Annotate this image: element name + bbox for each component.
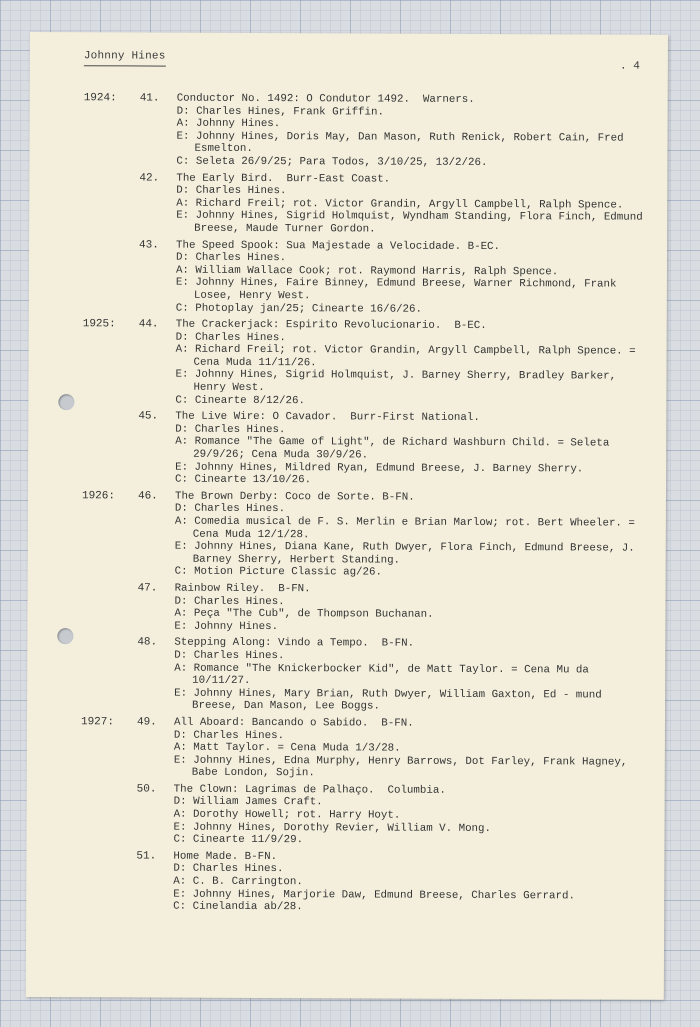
credit-line: E: Johnny Hines, Sigrid Holmquist, Wyndham Standing, Flora Finch, Edmund Breese, Maude Turner Gordon. — [176, 209, 643, 236]
filmography-list — [80, 92, 654, 919]
film-title: The Early Bird. Burr-East Coast. — [176, 172, 391, 186]
entry-year: 1927: — [80, 716, 115, 729]
credit-line: C: Cinearte 11/9/29. — [173, 833, 304, 847]
credit-line: D: Charles Hines. — [173, 729, 285, 742]
credit-line: A: Romance "The Game of Light", de Richard Washburn Child. = Seleta 29/9/26; Cena Muda 30/9/26. — [175, 436, 610, 462]
credit-line: D: Charles Hines. — [174, 649, 285, 663]
credit-line: D: Charles Hines. — [175, 423, 286, 436]
credit-line: E: Johnny Hines, Marjorie Daw, Edmund Breese, Charles Gerrard. — [173, 888, 575, 903]
entry-number: 46. — [137, 490, 158, 503]
credit-line: C: Seleta 26/9/25; Para Todos, 3/10/25, 13/2/26. — [176, 155, 488, 169]
credit-line: A: Peça "The Cub", de Thompson Buchanan. — [174, 607, 434, 621]
film-entry — [81, 637, 651, 715]
film-title: The Speed Spook: Sua Majestade a Velocidade. B-EC. — [176, 239, 501, 253]
credit-line: D: Charles Hines. — [175, 251, 287, 265]
punch-hole — [57, 628, 73, 644]
entry-year: 1926: — [81, 490, 116, 503]
entry-body — [175, 319, 652, 409]
entry-number: 50. — [136, 783, 157, 796]
credit-line: D: Charles Hines. — [175, 331, 286, 344]
entry-number: 49. — [136, 716, 157, 729]
entry-year: 1924: — [83, 92, 117, 105]
entry-body — [176, 239, 653, 317]
film-title: Stepping Along: Vindo a Tempo. B-FN. — [174, 636, 415, 651]
entry-number: 42. — [139, 172, 160, 185]
film-title: The Clown: Lagrimas de Palhaço. Columbia. — [173, 783, 446, 797]
film-entry — [83, 92, 653, 170]
entry-number: 43. — [139, 239, 159, 252]
page-number: . 4 — [620, 60, 640, 73]
film-entry — [81, 716, 651, 781]
credit-line: D: William James Craft. — [173, 796, 323, 809]
credit-line: E: Johnny Hines, Diana Kane, Ruth Dwyer, Flora Finch, Edmund Breese, J. Barney Sherry, Herbert Standing. — [174, 540, 635, 567]
credit-line: A: Romance "The Knickerbocker Kid", de Matt Taylor. = Cena Mu da 10/11/27. — [174, 662, 589, 688]
credit-line: E: Johnny Hines, Mary Brian, Ruth Dwyer, William Gaxton, Ed - mund Breese, Dan Mason, Lee Boggs. — [174, 687, 602, 713]
film-entry — [83, 172, 653, 237]
entry-body — [176, 172, 653, 237]
film-title: The Brown Derby: Coco de Sorte. B-FN. — [174, 490, 415, 504]
credit-line: A: Matt Taylor. = Cena Muda 1/3/28. — [173, 741, 401, 755]
credit-line: D: Charles Hines, Frank Griffin. — [176, 105, 385, 119]
film-entry — [80, 783, 650, 848]
punch-hole — [58, 394, 74, 410]
credit-line: A: Comedia musical de F. S. Merlin e Brian Marlow; rot. Bert Wheeler. = Cena Muda 12/1/28. — [174, 515, 635, 541]
film-title: Home Made. B-FN. — [173, 850, 278, 863]
film-entry — [82, 318, 652, 409]
credit-line: A: Johnny Hines. — [176, 117, 281, 131]
entry-body — [174, 717, 651, 782]
entry-number: 51. — [136, 850, 157, 863]
credit-line: E: Johnny Hines, Mildred Ryan, Edmund Breese, J. Barney Sherry. — [175, 461, 584, 476]
credit-line: C: Photoplay jan/25; Cinearte 16/6/26. — [175, 302, 423, 316]
entry-year: 1925: — [82, 318, 116, 331]
header-name: Johnny Hines — [84, 50, 166, 66]
entry-body — [175, 490, 652, 580]
credit-line: E: Johnny Hines, Doris May, Dan Mason, Ruth Renick, Robert Cain, Fred Esmelton. — [176, 130, 624, 156]
entry-body — [174, 637, 651, 715]
film-entry — [83, 239, 653, 317]
film-entry — [82, 490, 652, 581]
credit-line: D: Charles Hines. — [176, 184, 287, 198]
entry-number: 45. — [138, 410, 159, 423]
film-entry — [80, 850, 650, 915]
entry-body — [173, 850, 650, 915]
entry-number: 41. — [139, 92, 160, 105]
credit-line: D: Charles Hines. — [174, 503, 286, 516]
entry-body — [173, 784, 650, 849]
credit-line: D: Charles Hines. — [174, 595, 285, 608]
credit-line: C: Motion Picture Classic ag/26. — [174, 566, 383, 579]
entry-body — [176, 93, 653, 171]
film-title: Rainbow Riley. B-FN. — [174, 582, 311, 596]
film-title: Conductor No. 1492: O Condutor 1492. Warners. — [176, 92, 475, 106]
document-page — [26, 32, 668, 1000]
film-entry — [82, 410, 652, 488]
credit-line: E: Johnny Hines, Dorothy Revier, William V. Mong. — [173, 821, 492, 835]
credit-line: E: Johnny Hines, Edna Murphy, Henry Barrows, Dot Farley, Frank Hagney, Babe London, Sojin. — [173, 754, 628, 780]
credit-line: E: Johnny Hines, Faire Binney, Edmund Breese, Warner Richmond, Frank Losee, Henry West. — [175, 276, 617, 303]
credit-line: E: Johnny Hines. — [174, 620, 279, 633]
credit-line: E: Johnny Hines, Sigrid Holmquist, J. Barney Sherry, Bradley Barker, Henry West. — [175, 369, 617, 395]
credit-line: A: William Wallace Cook; rot. Raymond Harris, Ralph Spence. — [175, 264, 559, 279]
film-entry — [81, 582, 651, 635]
entry-number: 44. — [138, 318, 159, 331]
entry-number: 47. — [137, 582, 158, 595]
credit-line: C: Cinelandia ab/28. — [173, 900, 303, 914]
credit-line: A: Richard Freil; rot. Victor Grandin, Argyll Campbell, Ralph Spence. = Cena Muda 11/11/26. — [175, 343, 636, 370]
credit-line: A: C. B. Carrington. — [173, 875, 303, 889]
film-title: The Crackerjack: Espirito Revolucionario. B-EC. — [175, 318, 487, 333]
entry-number: 48. — [137, 636, 158, 649]
credit-line: C: Cinearte 8/12/26. — [175, 394, 306, 407]
credit-line: A: Richard Freil; rot. Victor Grandin, Argyll Campbell, Ralph Spence. — [176, 197, 624, 212]
credit-line: C: Cinearte 13/10/26. — [175, 473, 312, 487]
film-title: All Aboard: Bancando o Sabido. B-FN. — [173, 716, 414, 730]
entry-body — [175, 411, 652, 489]
credit-line: D: Charles Hines. — [173, 863, 284, 876]
film-title: The Live Wire: O Cavador. Burr-First National. — [175, 410, 480, 425]
credit-line: A: Dorothy Howell; rot. Harry Hoyt. — [173, 808, 401, 822]
entry-body — [174, 583, 651, 635]
